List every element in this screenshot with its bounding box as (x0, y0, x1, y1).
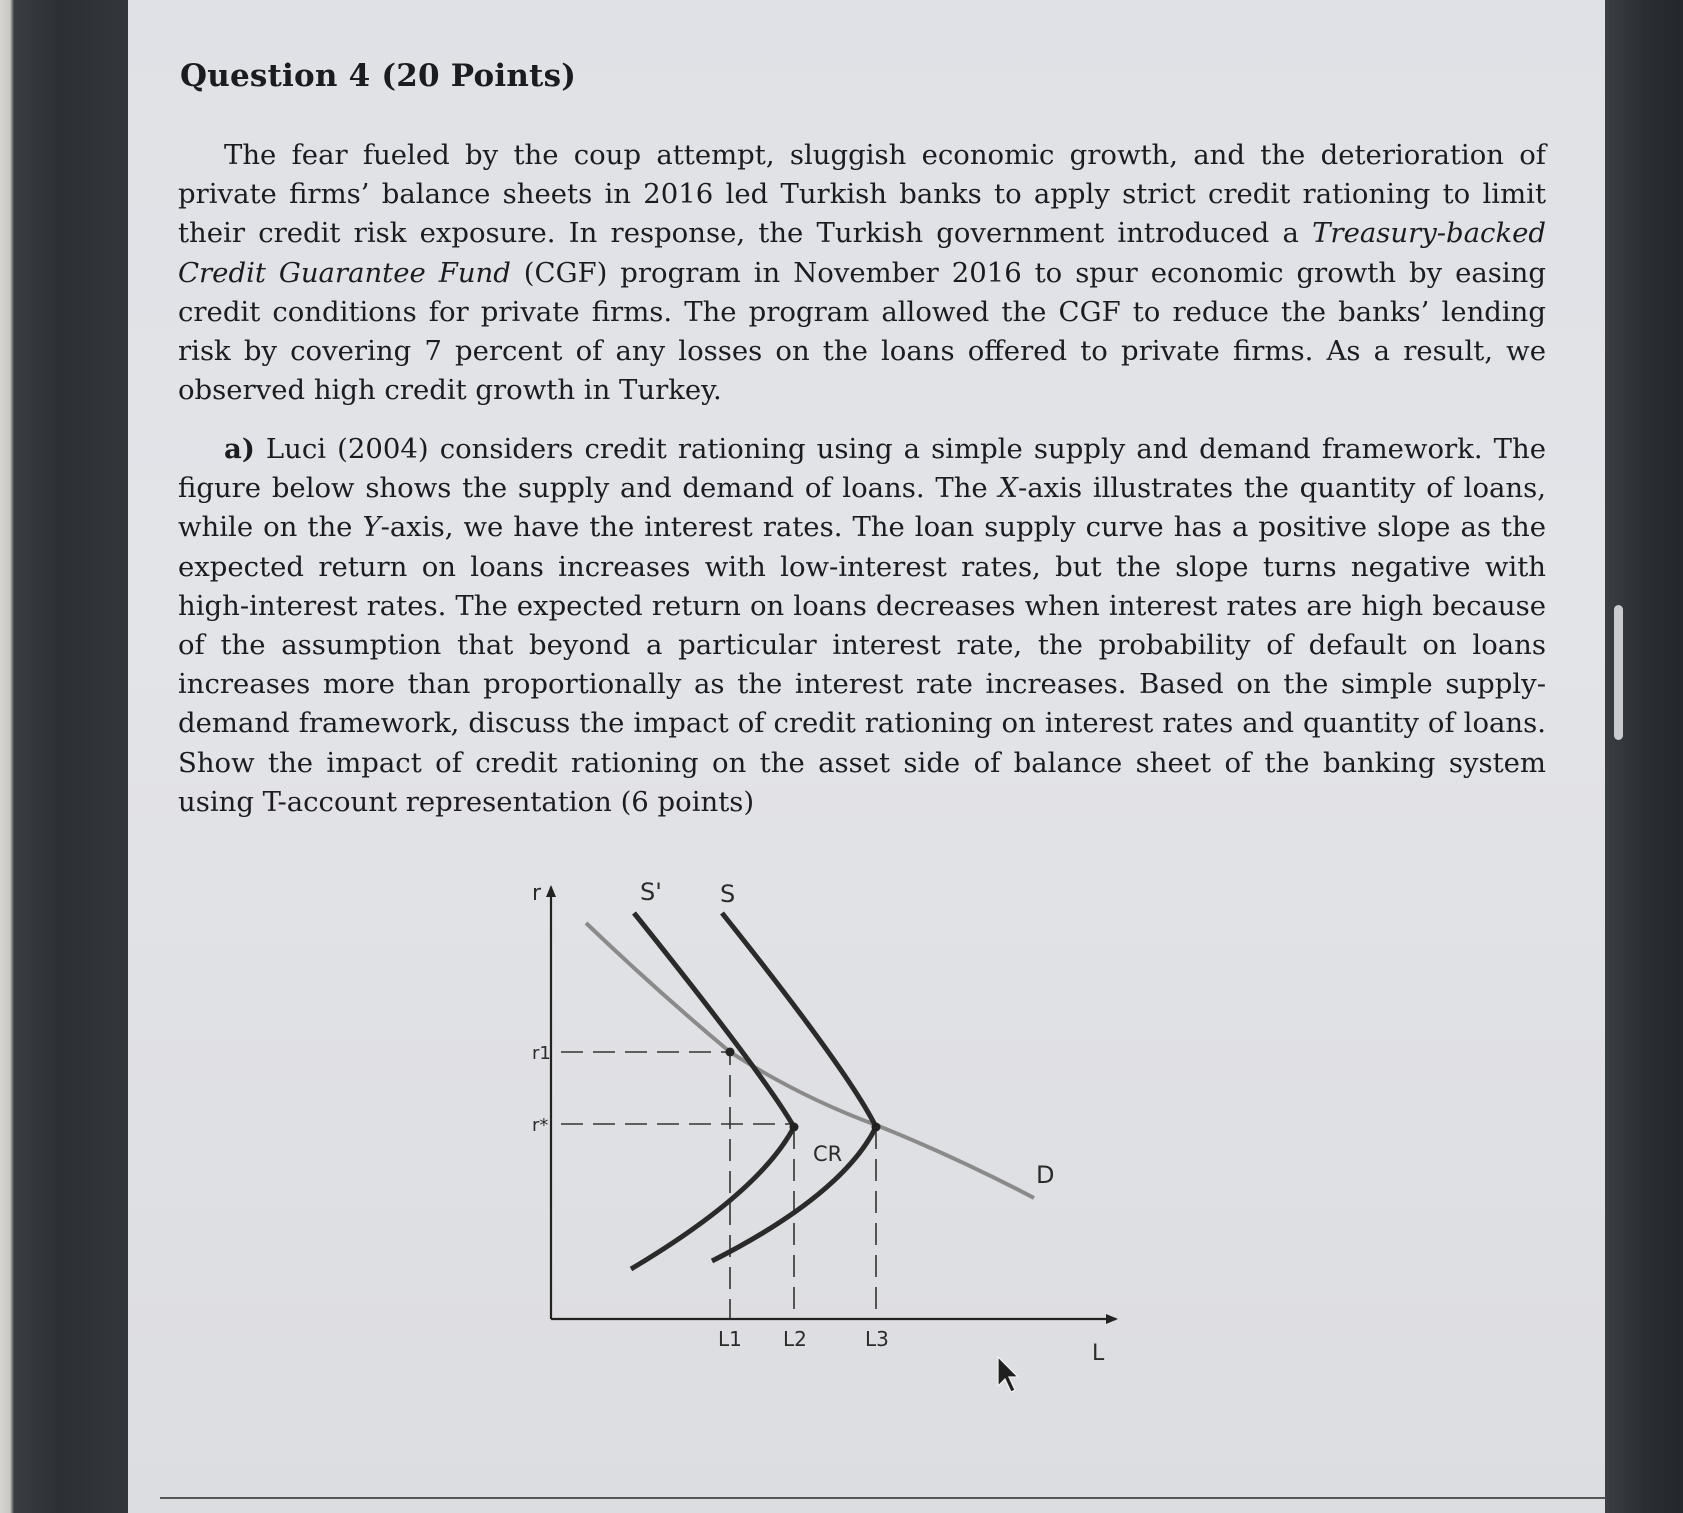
demand-curve (586, 923, 1034, 1198)
intro-text-2: (CGF) program in November 2016 to spur economic growth by easing credit conditions for private firms. The program allowed the CGF to reduce the banks’ lending risk by covering 7 percent of any losses on the loans offered to private firms. As a result, we observed high credit growth in Turkey. (178, 256, 1546, 407)
part-a-text-2: -axis illustrates the quantity of loans, while on the (178, 472, 1546, 544)
y-axis-label: r (532, 881, 542, 906)
vertical-scrollbar[interactable] (1614, 605, 1623, 740)
y-variable: Y (362, 511, 381, 544)
part-a-paragraph (178, 430, 1546, 822)
bottom-rule (160, 1497, 1605, 1499)
x-variable: X (998, 472, 1018, 505)
intro-paragraph (178, 136, 1546, 410)
l2-label: L2 (783, 1327, 807, 1351)
rstar-label: r* (532, 1115, 549, 1136)
left-bezel (0, 0, 128, 1513)
l3-label: L3 (865, 1327, 889, 1351)
supply-curve-shifted (631, 913, 794, 1269)
program-name: Treasury-backed Credit Guarantee Fund (178, 217, 1546, 289)
part-a-text-1: Luci (2004) considers credit rationing using a simple supply and demand framework. The figure below shows the supply and demand of loans. The (178, 433, 1546, 505)
rstar-l2-point (790, 1123, 799, 1132)
credit-rationing-label: CR (813, 1142, 843, 1166)
right-bezel (1605, 0, 1683, 1513)
part-a-text-3: -axis, we have the interest rates. The loan supply curve has a positive slope as the expected return on loans increases with low-interest rates, but the slope turns negative with high-interest rates. The expected return on loans decreases when interest rates are high because of the assumption that beyond a particular interest rate, the probability of default on loans increases more than proportionally as the interest rate increases. Based on the simple supply-demand framework, discuss the impact of credit rationing on interest rates and quantity of loans. Show the impact of credit rationing on the asset side of balance sheet of the banking system using T-account representation (6 points) (178, 511, 1546, 818)
r1-guide-line (561, 1052, 730, 1318)
demand-label: D (1036, 1161, 1055, 1189)
question-title: Question 4 (20 Points) (180, 58, 577, 94)
r1-l1-point (726, 1048, 735, 1057)
intro-text-1: The fear fueled by the coup attempt, sluggish economic growth, and the deterioration of private firms’ balance sheets in 2016 led Turkish banks to apply strict credit rationing to limit their credit risk exposure. In response, the Turkish government introduced a (178, 139, 1546, 250)
x-axis-label: L (1092, 1341, 1105, 1366)
mouse-pointer-icon (998, 1357, 1018, 1392)
r1-label: r1 (532, 1043, 551, 1064)
rstar-l3-point (872, 1123, 881, 1132)
part-a-label: a) (224, 433, 255, 465)
credit-rationing-figure (524, 865, 1324, 1405)
document-page (128, 0, 1605, 1513)
supply-label: S (720, 880, 736, 908)
supply-shifted-label: S' (640, 878, 662, 906)
l1-label: L1 (718, 1327, 742, 1351)
